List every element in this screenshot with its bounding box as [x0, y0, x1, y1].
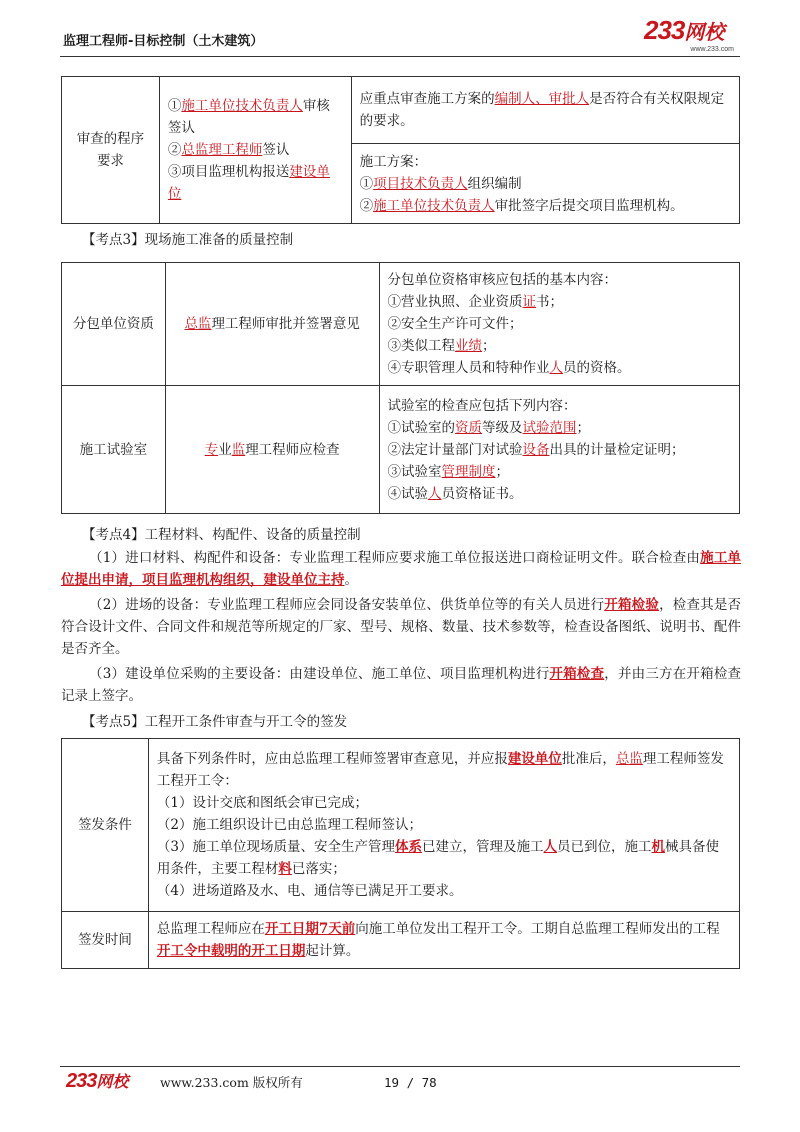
section-heading-kaodian4: 【考点4】工程材料、构配件、设备的质量控制	[82, 527, 361, 543]
subcontractor-review-cell: 分包单位资格审核应包括的基本内容： ①营业执照、企业资质证书； ②安全生产许可文件； ③类似工程业绩； ④专职管理人员和特种作业人员的资格。	[379, 263, 739, 386]
page-number: 19 / 78	[384, 1075, 437, 1090]
footer-logo-text: 网校	[96, 1072, 129, 1091]
test-lab-review-cell: 试验室的检查应包括下列内容： ①试验室的资质等级及试验范围； ②法定计量部门对试验设备出具的计量检定证明； ③试验室管理制度； ④试验人员资格证书。	[379, 386, 739, 514]
logo-number: 233	[644, 15, 685, 45]
paragraph-owner-equipment: （3）建设单位采购的主要设备：由建设单位、施工单位、项目监理机构进行开箱检查，并由三方在开箱检查记录上签字。	[61, 666, 742, 704]
logo-url: www.233.com	[690, 46, 734, 53]
row-label-issue-conditions: 签发条件	[62, 739, 149, 912]
site-logo[interactable]	[644, 17, 740, 51]
start-order-table	[61, 738, 740, 969]
row-label-subcontractor: 分包单位资质	[62, 263, 166, 386]
footer-copyright: www.233.com 版权所有	[160, 1075, 303, 1090]
subcontractor-approver-cell: 总监理工程师审批并签署意见	[165, 263, 379, 386]
test-lab-inspector-cell: 专业监理工程师应检查	[165, 386, 379, 514]
footer-logo-number: 233	[66, 1070, 97, 1092]
issue-time-cell: 总监理工程师应在开工日期7天前向施工单位发出工程开工令。工期自总监理工程师发出的工程开工令中载明的开工日期起计算。	[148, 912, 739, 969]
review-steps-cell: ①施工单位技术负责人审核签认 ②总监理工程师签认 ③项目监理机构报送建设单位	[159, 77, 351, 224]
section-heading-kaodian5: 【考点5】工程开工条件审查与开工令的签发	[82, 714, 348, 730]
issue-conditions-cell: 具备下列条件时，应由总监理工程师签署审查意见，并应报建设单位批准后，总监理工程师签发工程开工令： （1）设计交底和图纸会审已完成； （2）施工组织设计已由总监理工程师签认； （3）施工单位现场质量、安全生产管理体系已建立，管理及施工人员已到位，施工机械具备使用条件，主要工程材料已落实； （4）进场道路及水、电、通信等已满足开工要求。	[148, 739, 739, 912]
paragraph-imported-materials: （1）进口材料、构配件和设备：专业监理工程师应要求施工单位报送进口商检证明文件。联合检查由施工单位提出申请，项目监理机构组织，建设单位主持。	[61, 550, 742, 588]
header-title: 监理工程师-目标控制（土木建筑）	[63, 34, 264, 49]
review-focus-cell: 应重点审查施工方案的编制人、审批人是否符合有关权限规定的要求。	[351, 77, 739, 144]
row-label-test-lab: 施工试验室	[62, 386, 166, 514]
header-divider	[60, 56, 740, 57]
review-procedure-table	[61, 76, 740, 224]
paragraph-site-equipment: （2）进场的设备：专业监理工程师应会同设备安装单位、供货单位等的有关人员进行开箱检验，检查其是否符合设计文件、合同文件和规范等所规定的厂家、型号、规格、数量、技术参数等，检查设备图纸、说明书、配件是否齐全。	[61, 597, 742, 657]
row-label-issue-time: 签发时间	[62, 912, 149, 969]
construction-plan-cell: 施工方案： ①项目技术负责人组织编制 ②施工单位技术负责人审批签字后提交项目监理机构。	[351, 144, 739, 224]
logo-text: 网校	[684, 20, 725, 44]
row-label-review-procedure: 审查的程序要求	[62, 77, 160, 224]
section-heading-kaodian3: 【考点3】现场施工准备的质量控制	[82, 232, 294, 248]
footer-divider	[60, 1066, 740, 1067]
footer-logo[interactable]	[66, 1070, 128, 1094]
site-preparation-table	[61, 262, 740, 514]
